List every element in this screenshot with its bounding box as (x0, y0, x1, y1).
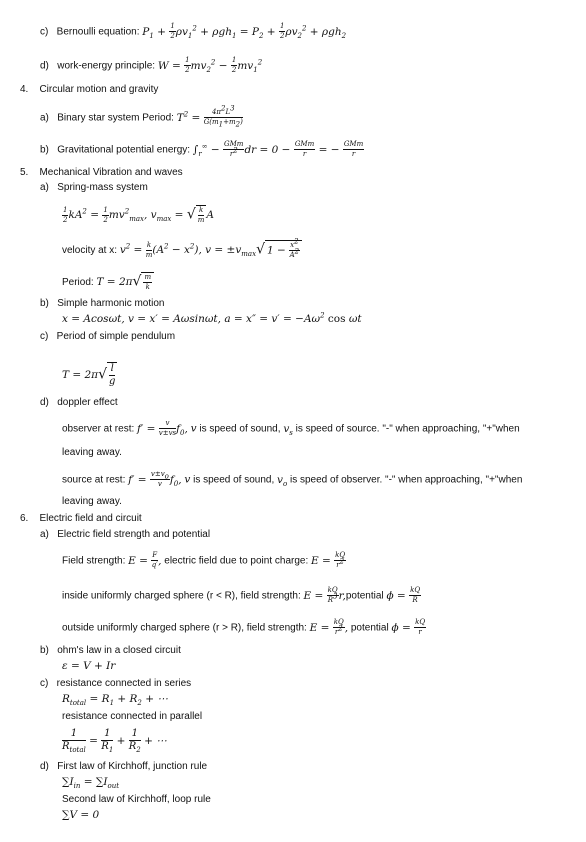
outside-charged-sphere: outside uniformly charged sphere (r > R), field strength: E = $\frac{kQ}{r^2}$ , potential ϕ = $\frac{kQ}{r}$ (62, 618, 426, 636)
inside-charged-sphere: inside uniformly charged sphere (r < R), field strength: E = $\frac{kQ}{R^3}$ r,potential ϕ = $\frac{kQ}{R}$ (62, 586, 421, 604)
ohms-law-heading: b) ohm's law in a closed circuit (40, 645, 181, 656)
pendulum-period: T = 2π√ $\frac{l}{g}$ (62, 363, 116, 387)
doppler-heading: d) doppler effect (40, 397, 118, 408)
bernoulli-equation: c) Bernoulli equation: $P_1$ + $\frac{1}{2}$ $\rho v_1^2 + \rho gh_1 = P_2$ + $\frac{1}{2}$ $\rho v_2^2 + \rho gh_2$ (40, 22, 347, 40)
parallel-heading: resistance connected in parallel (62, 711, 203, 722)
kirchhoff-second-heading: Second law of Kirchhoff, loop rule (62, 794, 211, 805)
shm-heading: b) Simple harmonic motion (40, 298, 165, 309)
spring-period: Period: T = 2π√ $\frac{m}{k}$ (62, 272, 154, 292)
kirchhoff-first-equation: $\sum I_{in} = \sum I_{out}$ (62, 776, 120, 791)
doppler-observer-continued: leaving away. (62, 447, 122, 458)
spring-mass-energy: $\frac{1}{2}$ $kA^2$ = $\frac{1}{2}$ $mv^2_{max}$, $v_{max}$ = √ $\frac{k}{m}$ A (63, 205, 214, 224)
series-equation: $R_{total} = R_1 + R_2$ + ⋯ (62, 693, 168, 708)
doppler-source-at-rest: source at rest: f′ = $\frac{v\pm v_o}{v}$ $f_0$, v is speed of sound, $v_o$ is speed of observer. "-" when approaching, "+"when (62, 470, 523, 488)
spring-mass-heading: a) Spring-mass system (40, 182, 148, 193)
shm-equations: x = Acosωt, v = x′ = Aωsinωt, $a = x'' = v' = -A\omega^2$ cos ωt (62, 311, 362, 325)
pendulum-heading: c) Period of simple pendulum (40, 331, 176, 342)
section-5-heading: 5. Mechanical Vibration and waves (20, 167, 183, 178)
doppler-observer-at-rest: observer at rest: f′ = $\frac{v}{v\pm vs}$ $f_0$, v is speed of sound, $v_s$ is speed of source. "-" when approaching, "+"when (62, 419, 520, 437)
doppler-source-continued: leaving away. (62, 496, 122, 507)
gravitational-potential-energy: b) Gravitational potential energy: $\int_r^\infty$ − GMm $r^2$ dr = 0 − GMm r = − GMm r (40, 140, 364, 158)
electric-field-heading: a) Electric field strength and potential (40, 529, 211, 540)
velocity-at-x: velocity at x: $v^2$ = $\frac{k}{m}$ $(A^2 - x^2)$, $v = \pm v_{max}√$ 1 − $\frac{x^2}{A^2}$ (62, 240, 302, 260)
series-heading: c) resistance connected in series (40, 678, 192, 689)
ohms-law-equation: ε = V + Ir (62, 660, 116, 672)
kirchhoff-first-heading: d) First law of Kirchhoff, junction rule (40, 761, 208, 772)
field-strength: Field strength: E = $\frac{F}{q'}$ , electric field due to point charge: E = $\frac{kQ}{r^2}$ (62, 551, 346, 569)
binary-star-period: a) Binary star system Period: $T^2$ = $\frac{4\pi^2L^3}{G(m_1+m_2)}$ (40, 104, 243, 129)
section-6-heading: 6. Electric field and circuit (20, 513, 142, 524)
parallel-equation: 1 $R_{total}$ = $\frac{1}{R_1}$ + $\frac{1}{R_2}$ + ⋯ (62, 728, 167, 754)
kirchhoff-second-equation: ∑V = 0 (62, 809, 100, 821)
section-4-heading: 4. Circular motion and gravity (20, 84, 159, 95)
work-energy-principle: d) work-energy principle: W = $\frac{1}{2}$ $mv_2^2$ − $\frac{1}{2}$ $mv_1^2$ (40, 56, 263, 74)
